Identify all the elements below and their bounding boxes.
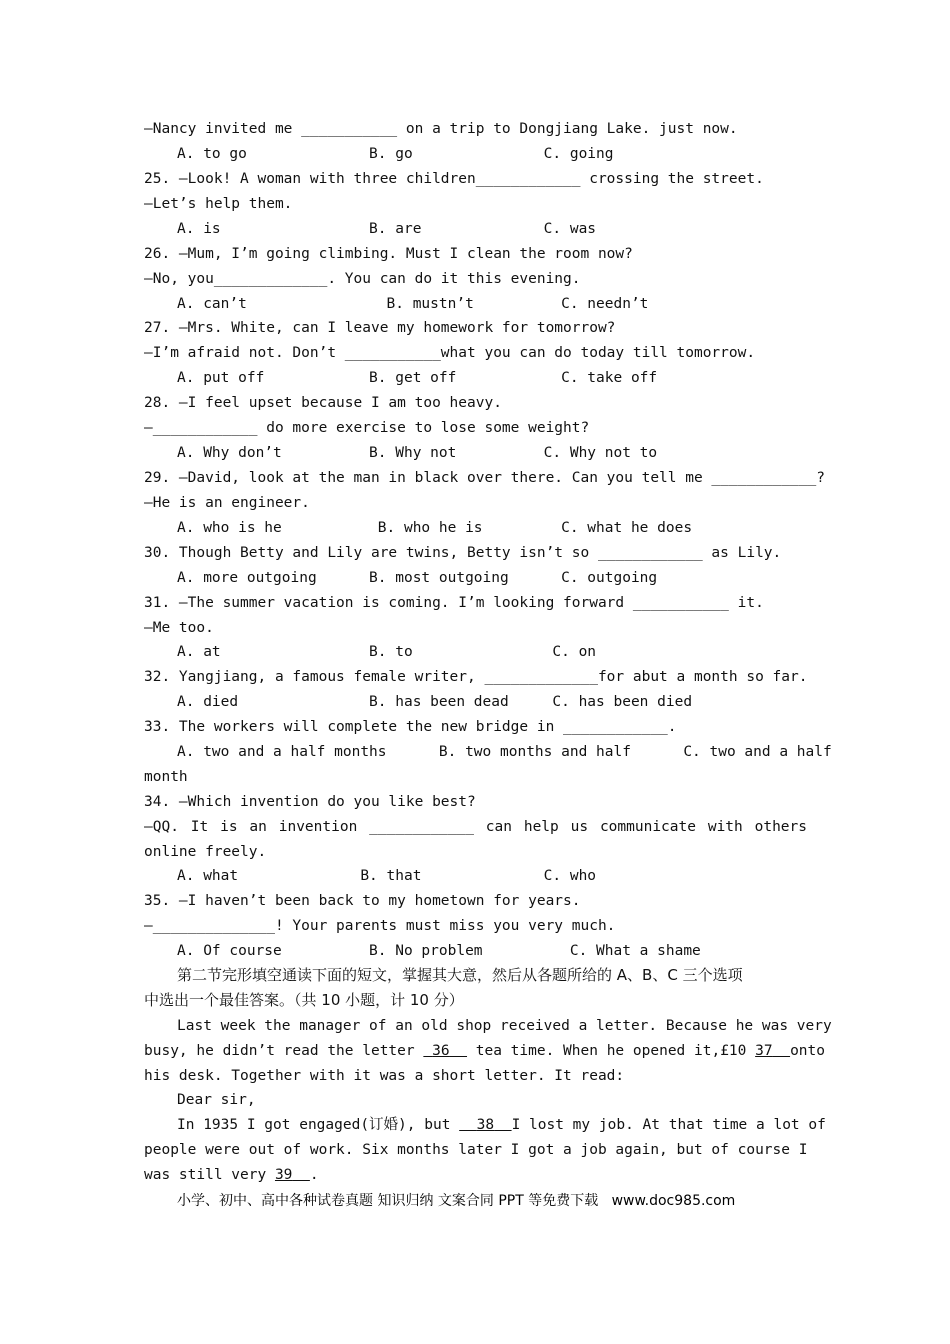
passage-line: was still very 39 . — [144, 1167, 319, 1183]
question-24-stem: —Nancy invited me ___________ on a trip to Dongjiang Lake. just now. — [144, 121, 738, 137]
question-35-options: A. Of course B. No problem C. What a shame — [177, 943, 701, 959]
passage-line: his desk. Together with it was a short letter. It read: — [144, 1068, 625, 1084]
footer-text: 小学、初中、高中各种试卷真题 知识归纳 文案合同 PPT 等免费下载 www.doc985.com — [177, 1193, 736, 1209]
question-33-options: A. two and a half months B. two months and half C. two and a half — [177, 744, 832, 760]
question-29-stem: 29. —David, look at the man in black over there. Can you tell me ____________? — [144, 470, 825, 486]
question-24-options: A. to go B. go C. going — [177, 146, 614, 162]
blank-38: 38 — [476, 1117, 495, 1133]
question-29-options: A. who is he B. who he is C. what he does — [177, 520, 693, 536]
question-28-reply: —____________ do more exercise to lose some weight? — [144, 420, 590, 436]
question-31-stem: 31. —The summer vacation is coming. I’m looking forward ___________ it. — [144, 595, 764, 611]
question-25-options: A. is B. are C. was — [177, 221, 597, 237]
passage-line: In 1935 I got engaged(订婚), but 38 I lost my job. At that time a lot of — [177, 1117, 826, 1133]
question-28-options: A. Why don’t B. Why not C. Why not to — [177, 445, 658, 461]
question-33-stem: 33. The workers will complete the new bridge in ____________. — [144, 719, 677, 735]
question-31-options: A. at B. to C. on — [177, 644, 597, 660]
blank-36: 36 — [432, 1043, 450, 1059]
question-34-reply-wrap: online freely. — [144, 844, 267, 860]
question-28-stem: 28. —I feel upset because I am too heavy. — [144, 395, 502, 411]
letter-salutation: Dear sir, — [177, 1092, 256, 1108]
question-32-stem: 32. Yangjiang, a famous female writer, _____________for abut a month so far. — [144, 669, 808, 685]
question-26-reply: —No, you_____________. You can do it this evening. — [144, 271, 581, 287]
blank-37: 37 — [755, 1043, 773, 1059]
question-30-stem: 30. Though Betty and Lily are twins, Betty isn’t so ____________ as Lily. — [144, 545, 782, 561]
question-34-stem: 34. —Which invention do you like best? — [144, 794, 476, 810]
question-31-reply: —Me too. — [144, 620, 214, 636]
passage-line: people were out of work. Six months later I got a job again, but of course I — [144, 1142, 808, 1158]
question-26-options: A. can’t B. mustn’t C. needn’t — [177, 296, 649, 312]
passage-line: busy, he didn’t read the letter 36 tea time. When he opened it,£10 37 onto — [144, 1043, 825, 1059]
question-32-options: A. died B. has been dead C. has been died — [177, 694, 693, 710]
question-35-reply: —______________! Your parents must miss you very much. — [144, 918, 616, 934]
question-26-stem: 26. —Mum, I’m going climbing. Must I clean the room now? — [144, 246, 633, 262]
section-title: 第二节完形填空通读下面的短文，掌握其大意，然后从各题所给的 A、B、C 三个选项 — [177, 966, 743, 984]
question-33-options-wrap: month — [144, 769, 188, 785]
blank-39: 39 — [274, 1167, 293, 1183]
question-35-stem: 35. —I haven’t been back to my hometown for years. — [144, 893, 581, 909]
question-30-options: A. more outgoing B. most outgoing C. outgoing — [177, 570, 658, 586]
passage-line: Last week the manager of an old shop received a letter. Because he was very — [177, 1018, 832, 1034]
question-27-stem: 27. —Mrs. White, can I leave my homework for tomorrow? — [144, 320, 616, 336]
question-34-options: A. what B. that C. who — [177, 868, 597, 884]
question-27-options: A. put off B. get off C. take off — [177, 370, 658, 386]
section-title-wrap: 中选出一个最佳答案。（共 10 小题，计 10 分） — [144, 991, 464, 1009]
question-25-reply: —Let’s help them. — [144, 196, 293, 212]
question-34-reply: —QQ. It is an invention ____________ can help us communicate with others — [144, 819, 807, 835]
question-25-stem: 25. —Look! A woman with three children____________ crossing the street. — [144, 171, 764, 187]
question-27-reply: —I’m afraid not. Don’t ___________what you can do today till tomorrow. — [144, 345, 756, 361]
question-29-reply: —He is an engineer. — [144, 495, 310, 511]
